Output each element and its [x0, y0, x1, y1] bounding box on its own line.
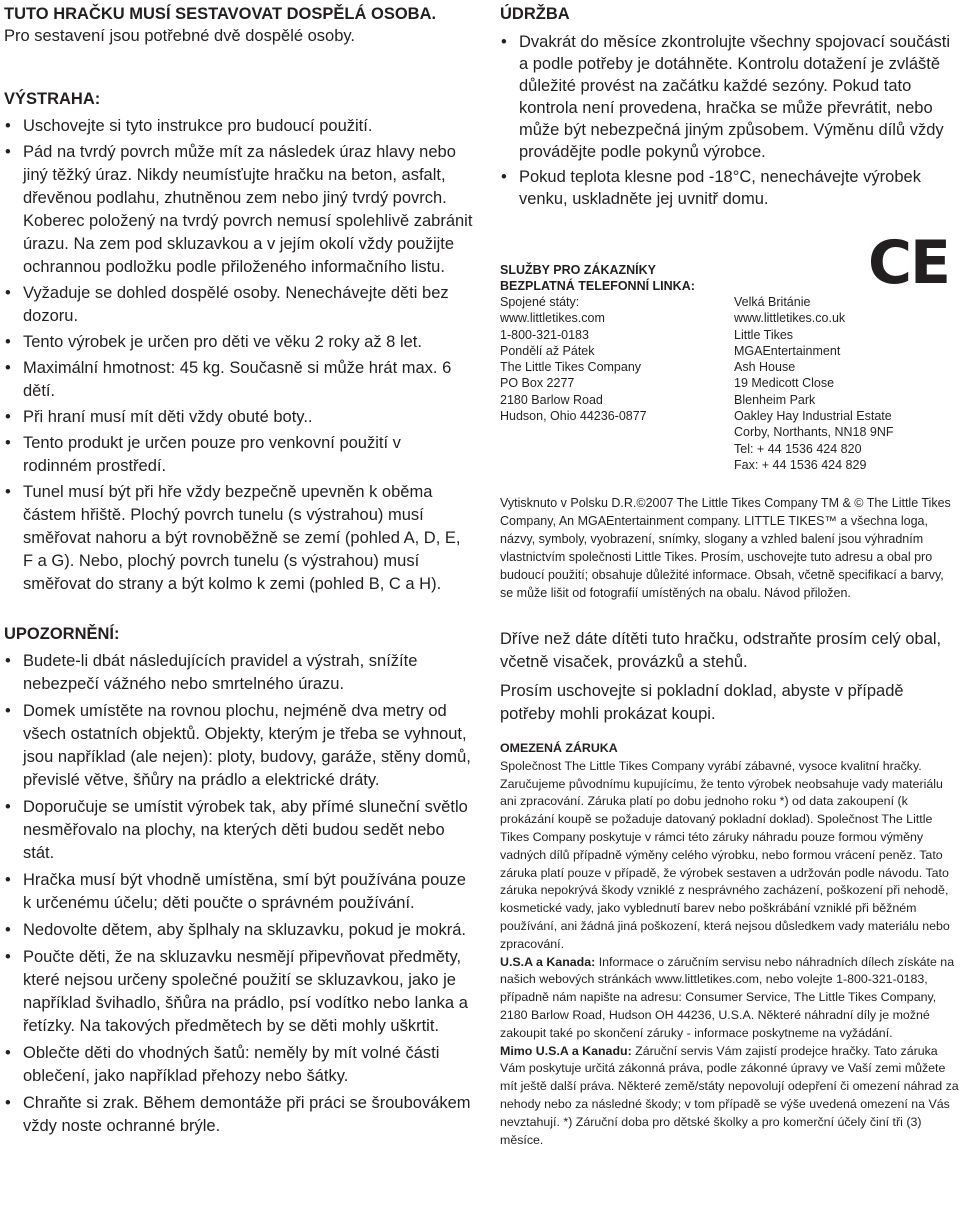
warning-item: • Při hraní musí mít děti vždy obuté boty..: [4, 406, 474, 429]
address-line: Oakley Hay Industrial Estate: [734, 409, 892, 424]
remove-packaging-note: Dříve než dáte dítěti tuto hračku, odstraňte prosím celý obal, včetně visaček, provázků a stehů.: [500, 630, 942, 671]
caution-item: • Chraňte si zrak. Během demontáže při práci se šroubovákem vždy noste ochranné brýle.: [4, 1092, 474, 1138]
warning-item: • Tento produkt je určen pouze pro venkovní použití v rodinném prostředí.: [4, 432, 474, 478]
left-column: [4, 0, 474, 1142]
address-line: Fax: + 44 1536 424 829: [734, 457, 867, 472]
caution-item: • Poučte děti, že na skluzavku nesmějí připevňovat předměty, které nejsou určeny společné použití se skluzavkou, jako je například švihadlo, šňůra na prádlo, psí vodítko nebo lanka a řetízky. Na takových předmětech by se děti mohly uškrtit.: [4, 946, 474, 1038]
warranty-outside-label: Mimo U.S.A a Kanadu:: [500, 1043, 632, 1058]
address-line: www.littletikes.co.uk: [734, 311, 846, 326]
address-line: Tel: + 44 1536 424 820: [734, 441, 862, 456]
maintenance-list: [500, 31, 958, 210]
address-line: MGAEntertainment: [734, 343, 841, 358]
address-line: Velká Británie: [734, 295, 811, 309]
maintenance-item: • Dvakrát do měsíce zkontrolujte všechny spojovací součásti a podle potřeby je dotáhněte. Kontrolu dotažení je zvláště důležité provést na začátku každé sezóny. Pokud tato kontrola není provedena, hračka se může převrátit, nebo může být nebezpečná jiným způsobem. Výměnu dílů vždy provádějte podle pokynů výrobce.: [500, 31, 958, 163]
maintenance-item: • Pokud teplota klesne pod -18°C, nenechávejte výrobek venku, uskladněte jej uvnitř domu.: [500, 166, 958, 210]
caution-item: • Doporučuje se umístit výrobek tak, aby přímé sluneční světlo nesměřovalo na plochy, na kterých děti budou sedět nebo stát.: [4, 796, 474, 865]
caution-item: • Budete-li dbát následujících pravidel a výstrah, snížíte nebezpečí vážného nebo smrtelného úrazu.: [4, 650, 474, 696]
ce-mark-icon: CE: [868, 228, 950, 298]
caution-title: UPOZORNĚNÍ:: [4, 625, 120, 643]
warning-item: • Pád na tvrdý povrch může mít za následek úraz hlavy nebo jiný těžký úraz. Nikdy neumísťujte hračku na beton, asfalt, dřevěnou podlahu, zhutněnou zem nebo jiný tvrdý povrch. Koberec položený na tvrdý povrch nemusí spolehlivě zabránit úrazu. Na zem pod skluzavkou a v jejím okolí vždy použijte ochrannou podložku podle přiloženého informačního listu.: [4, 141, 474, 279]
printed-copyright-note: Vytisknuto v Polsku D.R.©2007 The Little Tikes Company TM & © The Little Tikes Company, An MGAEntertainment company. LITTLE TIKES™ a všechna loga, názvy, symboly, vyobrazení, snímky, slogany a vzhled balení jsou výhradním vlastnictvím společnosti Little Tikes. Prosím, uschovejte tuto adresu a obal pro budoucí použití; obsahuje důležité informace. Obsah, včetně specifikací a barvy, se může lišit od fotografií umístěných na obalu. Návod přiložen.: [500, 496, 951, 600]
warranty-usa-paragraph: [500, 954, 960, 1043]
address-uk: [734, 294, 894, 473]
warning-item: • Uschovejte si tyto instrukce pro budoucí použití.: [4, 115, 474, 138]
address-line: 19 Medicott Close: [734, 376, 835, 391]
warranty-usa-text: Informace o záručním servisu nebo náhradních dílech získáte na našich webových stránkách www.littletikes.com, nebo volejte 1-800-321-0183, případně nám napište na adresu: Consumer Service, The Little Tikes Company, 2180 Barlow Road, Hudson OH 44236, U.S.A. Některé náhradní díly je možné zakoupit také po skončení záruky - informace poskytneme na vyžádání.: [500, 954, 955, 1040]
address-line: PO Box 2277: [500, 376, 575, 391]
address-line: The Little Tikes Company: [500, 360, 642, 375]
customer-service-title: [500, 262, 695, 294]
assembly-title: TUTO HRAČKU MUSÍ SESTAVOVAT DOSPĚLÁ OSOBA.: [4, 5, 437, 23]
warning-item: • Maximální hmotnost: 45 kg. Současně si může hrát max. 6 dětí.: [4, 357, 474, 403]
limited-warranty: [500, 740, 960, 1149]
caution-item: • Nedovolte dětem, aby šplhaly na skluzavku, pokud je mokrá.: [4, 919, 474, 942]
address-line: Spojené státy:: [500, 295, 580, 309]
warning-item: • Tunel musí být při hře vždy bezpečně upevněn k oběma částem hřiště. Plochý povrch tunelu (s výstrahou) musí směřovat nahoru a být rovnoběžně se zemí (pohled A, D, E, F a G). Nebo, plochý povrch tunelu (s výstrahou) musí směřovat do strany a být kolmo k zemi (pohled B, C a H).: [4, 481, 474, 596]
warning-title: VÝSTRAHA:: [4, 90, 101, 108]
warning-item: • Tento výrobek je určen pro děti ve věku 2 roky až 8 let.: [4, 331, 474, 354]
address-line: Pondělí až Pátek: [500, 343, 595, 358]
customer-service-title-line: SLUŽBY PRO ZÁKAZNÍKY: [500, 263, 657, 277]
address-line: www.littletikes.com: [500, 311, 605, 326]
maintenance-title: ÚDRŽBA: [500, 5, 570, 23]
warning-list: [4, 115, 474, 596]
address-line: Little Tikes: [734, 327, 794, 342]
warranty-usa-label: U.S.A a Kanada:: [500, 954, 596, 969]
address-line: Corby, Northants, NN18 9NF: [734, 425, 894, 440]
warranty-outside-paragraph: [500, 1043, 960, 1150]
caution-list: [4, 650, 474, 1138]
address-line: 2180 Barlow Road: [500, 392, 603, 407]
caution-item: • Domek umístěte na rovnou plochu, nejméně dva metry od všech ostatních objektů. Objekty, kterým je třeba se vyhnout, jsou například (ale nejen): ploty, budovy, garáže, stěny domů, převislé větve, šňůry na prádlo a elektrické dráty.: [4, 700, 474, 792]
address-line: Hudson, Ohio 44236-0877: [500, 409, 647, 424]
assembly-text: Pro sestavení jsou potřebné dvě dospělé osoby.: [4, 27, 356, 45]
caution-item: • Hračka musí být vhodně umístěna, smí být používána pouze k určenému účelu; děti poučte o správném používání.: [4, 869, 474, 915]
address-line: Blenheim Park: [734, 392, 816, 407]
address-usa: [500, 294, 647, 424]
address-line: Ash House: [734, 360, 796, 375]
address-line: 1-800-321-0183: [500, 327, 589, 342]
warranty-title: OMEZENÁ ZÁRUKA: [500, 741, 618, 755]
warning-item: • Vyžaduje se dohled dospělé osoby. Nenechávejte děti bez dozoru.: [4, 282, 474, 328]
warranty-text: Společnost The Little Tikes Company vyrábí zábavné, vysoce kvalitní hračky. Zaručujeme původnímu kupujícímu, že tento výrobek neobsahuje vady materiálu ani zpracování. Záruka platí po dobu jednoho roku *) od data zakoupení (k prokázání koupě se požaduje datovaný pokladní doklad). Společnost The Little Tikes Company poskytuje v rámci této záruky náhradu pouze formou výměny vadných dílů případně výměny celého výrobku, nebo formou vrácení peněz. Tato záruka platí pouze v případě, že výrobek sestaven a udržován podle návodu. Tato záruka nepokrývá škody vzniklé z nesprávného zacházení, poškození při nehodě, kosmetické vady, jako vyblednutí barev nebo poškrábání vzniklé při běžném používání, ani žádná jiná poškození, která nejsou důsledkem vady materiálu nebo zpracování.: [500, 758, 950, 951]
hotline-title-line: BEZPLATNÁ TELEFONNÍ LINKA:: [500, 279, 695, 293]
right-column: [500, 0, 958, 1205]
warranty-outside-text: Záruční servis Vám zajistí prodejce hračky. Tato záruka Vám poskytuje určitá zákonná práva, podle zákonné úpravy ve Vaší zemi můžete mít ještě další práva. Některé země/státy nepovolují odepření či omezení náhrad za nehody nebo za následné škody; v tom případě se výše uvedená omezení na Vás nevztahují. *) Záruční doba pro dětské školky a pro komerční účely činí tři (3) měsíce.: [500, 1043, 959, 1147]
caution-item: • Oblečte děti do vhodných šatů: neměly by mít volné části oblečení, jako například přehozy nebo šátky.: [4, 1042, 474, 1088]
keep-receipt-note: Prosím uschovejte si pokladní doklad, abyste v případě potřeby mohli prokázat koupi.: [500, 682, 904, 723]
